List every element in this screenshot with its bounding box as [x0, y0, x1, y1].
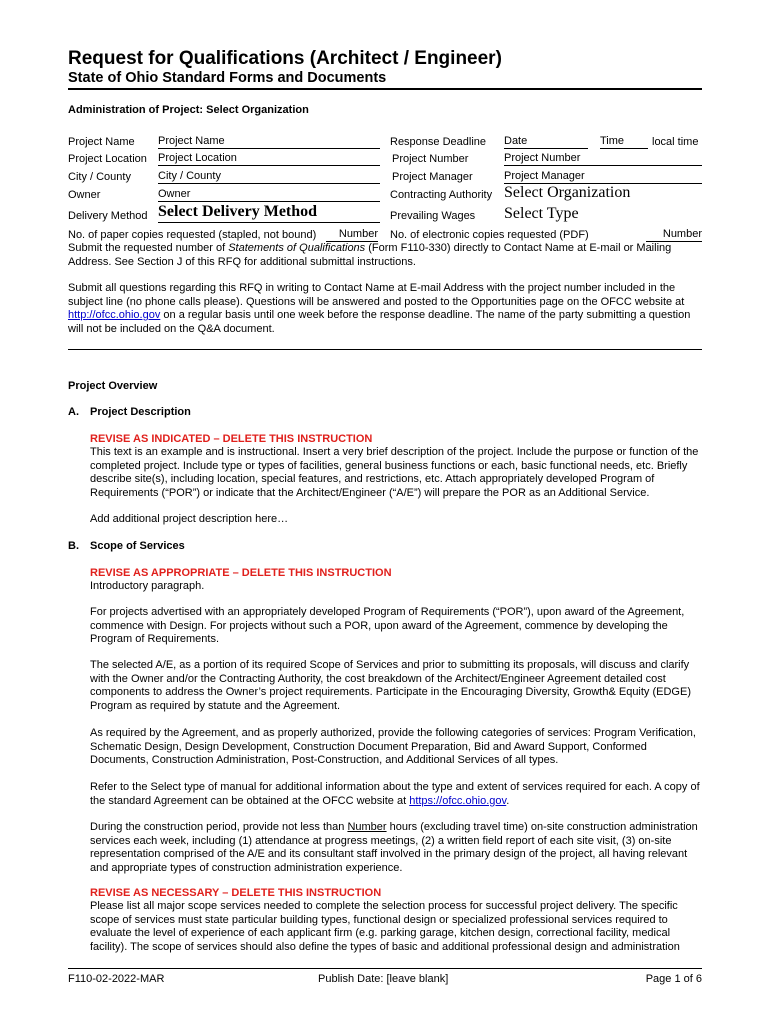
response-deadline-date-field[interactable]: Date — [504, 134, 588, 149]
delivery-method-select[interactable]: Select Delivery Method — [158, 202, 380, 223]
project-number-label: Project Number — [392, 153, 469, 165]
soq-title: Statements of Qualifications — [228, 242, 366, 254]
project-name-field[interactable]: Project Name — [158, 134, 380, 149]
submit-text-cont: (Form F110-330) directly to Contact Name at E-mail or Mailing Address. See Section J of this RFQ for additional submittal instructions. — [68, 242, 672, 268]
section-b-instruction-2: REVISE AS NECESSARY – DELETE THIS INSTRUCTION — [90, 887, 382, 899]
manual-text-end: . — [506, 794, 510, 807]
ofcc-link[interactable]: http://ofcc.ohio.gov — [68, 309, 161, 321]
footer-form-id: F110-02-2022-MAR — [68, 973, 165, 985]
section-a-text: This text is an example and is instructional. Insert a very brief description of the project. Include the purpose or function of the completed project. Include type or types of facilities, general business functions or each, basic functional needs, etc. Briefly describe site(s), including location, special features, and restrictions, etc. Attach appropriately developed Program of Requirements (“POR”) or indicate that the Architect/Engineer (“A/E”) will prepare the POR as an Additional Service. — [90, 446, 699, 499]
document-title: Request for Qualifications (Architect / Engineer) — [68, 48, 502, 69]
hours-number-field[interactable]: Number — [347, 821, 387, 833]
prevailing-wages-label: Prevailing Wages — [390, 210, 476, 222]
paper-copies-field[interactable]: Number — [326, 227, 378, 242]
section-b-instruction: REVISE AS APPROPRIATE – DELETE THIS INSTRUCTION — [90, 567, 392, 579]
delivery-method-label: Delivery Method — [68, 210, 148, 222]
city-county-label: City / County — [68, 171, 131, 183]
section-a-instruction: REVISE AS INDICATED – DELETE THIS INSTRUCTION — [90, 433, 373, 445]
section-b-p2: The selected A/E, as a portion of its required Scope of Services and prior to submitting its proposals, will discuss and clarify with the Owner and/or the Contracting Authority, the cost breakdown of the Architect/Engineer Agreement detailed cost components to address the Owner’s project requirements. Participate in the Encouraging Diversity, Growth& Equity (EDGE) Program as required by statute and the Agreement. — [90, 659, 691, 712]
section-divider — [68, 349, 702, 350]
prevailing-wages-select[interactable]: Select Type — [504, 205, 579, 222]
owner-label: Owner — [68, 189, 101, 201]
paper-copies-label: No. of paper copies requested (stapled, not bound) — [68, 229, 317, 241]
questions-text-cont: on a regular basis until one week before the response deadline. The name of the party submitting a question will not be included on the Q&A document. — [68, 309, 691, 335]
section-a-letter: A. — [68, 406, 79, 418]
project-name-label: Project Name — [68, 136, 135, 148]
section-b-letter: B. — [68, 540, 79, 552]
project-number-field[interactable]: Project Number — [504, 151, 702, 166]
project-manager-field[interactable]: Project Manager — [504, 169, 702, 184]
footer-rule — [68, 968, 702, 969]
footer-publish-date: Publish Date: [leave blank] — [318, 973, 449, 985]
project-location-field[interactable]: Project Location — [158, 151, 380, 166]
hours-text-cont: hours (excluding travel time) on-site construction administration services each week, including (1) attendance at progress meetings, (2) a written field report of each site visit, (3) on-site representation comprised of the A/E and its consultant staff involved in the primary design of the project, all having relevant and appropriate types of construction administration experience. — [90, 821, 698, 874]
submit-text: Submit the requested number of — [68, 242, 229, 254]
section-b-title: Scope of Services — [90, 540, 185, 552]
section-b-p5 — [90, 821, 702, 875]
submit-instructions — [68, 242, 708, 269]
contracting-authority-label: Contracting Authority — [390, 189, 493, 201]
section-a-title: Project Description — [90, 406, 191, 418]
admin-heading: Administration of Project: Select Organization — [68, 104, 309, 116]
questions-text: Submit all questions regarding this RFQ in writing to Contact Name at E-mail Address with the project number included in the subject line (no phone calls please). Questions will be answered and posted to the Opportunities page on the OFCC website at — [68, 282, 685, 308]
footer-page-number: Page 1 of 6 — [645, 973, 702, 985]
hours-text: During the construction period, provide not less than — [90, 821, 348, 833]
electronic-copies-field[interactable]: Number — [646, 227, 702, 242]
section-b-p4 — [90, 781, 702, 808]
section-b-intro: Introductory paragraph. — [90, 580, 205, 592]
response-deadline-label: Response Deadline — [390, 136, 487, 148]
section-a-additional: Add additional project description here… — [90, 513, 289, 525]
questions-instructions — [68, 282, 708, 336]
section-b-p6: Please list all major scope services needed to complete the selection process for successful project delivery. The specific scope of services must state particular building types, functional design or specialized professional services required to evaluate the level of experience of each applicant firm (e.g. parking garage, kitchen design, correctional facility, medical facility). The scope of services should also define the types of basic and additional professional design and administration — [90, 900, 680, 953]
section-b-p3: As required by the Agreement, and as properly authorized, provide the following categories of services: Program Verification, Schematic Design, Design Development, Construction Document Preparation, Bid and Award Support, Conformed Documents, Construction Administration, Post-Construction, and Additional Services of all types. — [90, 727, 696, 766]
response-deadline-time-field[interactable]: Time — [600, 134, 648, 149]
city-county-field[interactable]: City / County — [158, 169, 380, 184]
local-time-label: local time — [652, 136, 699, 148]
ofcc-https-link[interactable]: https://ofcc.ohio.gov — [409, 794, 507, 807]
contracting-authority-select[interactable]: Select Organization — [504, 184, 631, 201]
electronic-copies-label: No. of electronic copies requested (PDF) — [390, 229, 589, 241]
project-manager-label: Project Manager — [392, 171, 473, 183]
document-subtitle: State of Ohio Standard Forms and Documents — [68, 70, 387, 86]
manual-text: Refer to the Select type of manual for additional information about the type and extent of services required for each. A copy of the standard Agreement can be obtained at the OFCC website at — [90, 781, 700, 807]
title-rule — [68, 88, 702, 90]
project-location-label: Project Location — [68, 153, 147, 165]
section-b-p1: For projects advertised with an appropriately developed Program of Requirements (“POR”), upon award of the Agreement, commence with Design. For projects without such a POR, upon award of the Agreement, commence by developing the Program of Requirements. — [90, 606, 685, 645]
overview-heading: Project Overview — [68, 380, 158, 392]
owner-field[interactable]: Owner — [158, 187, 380, 202]
